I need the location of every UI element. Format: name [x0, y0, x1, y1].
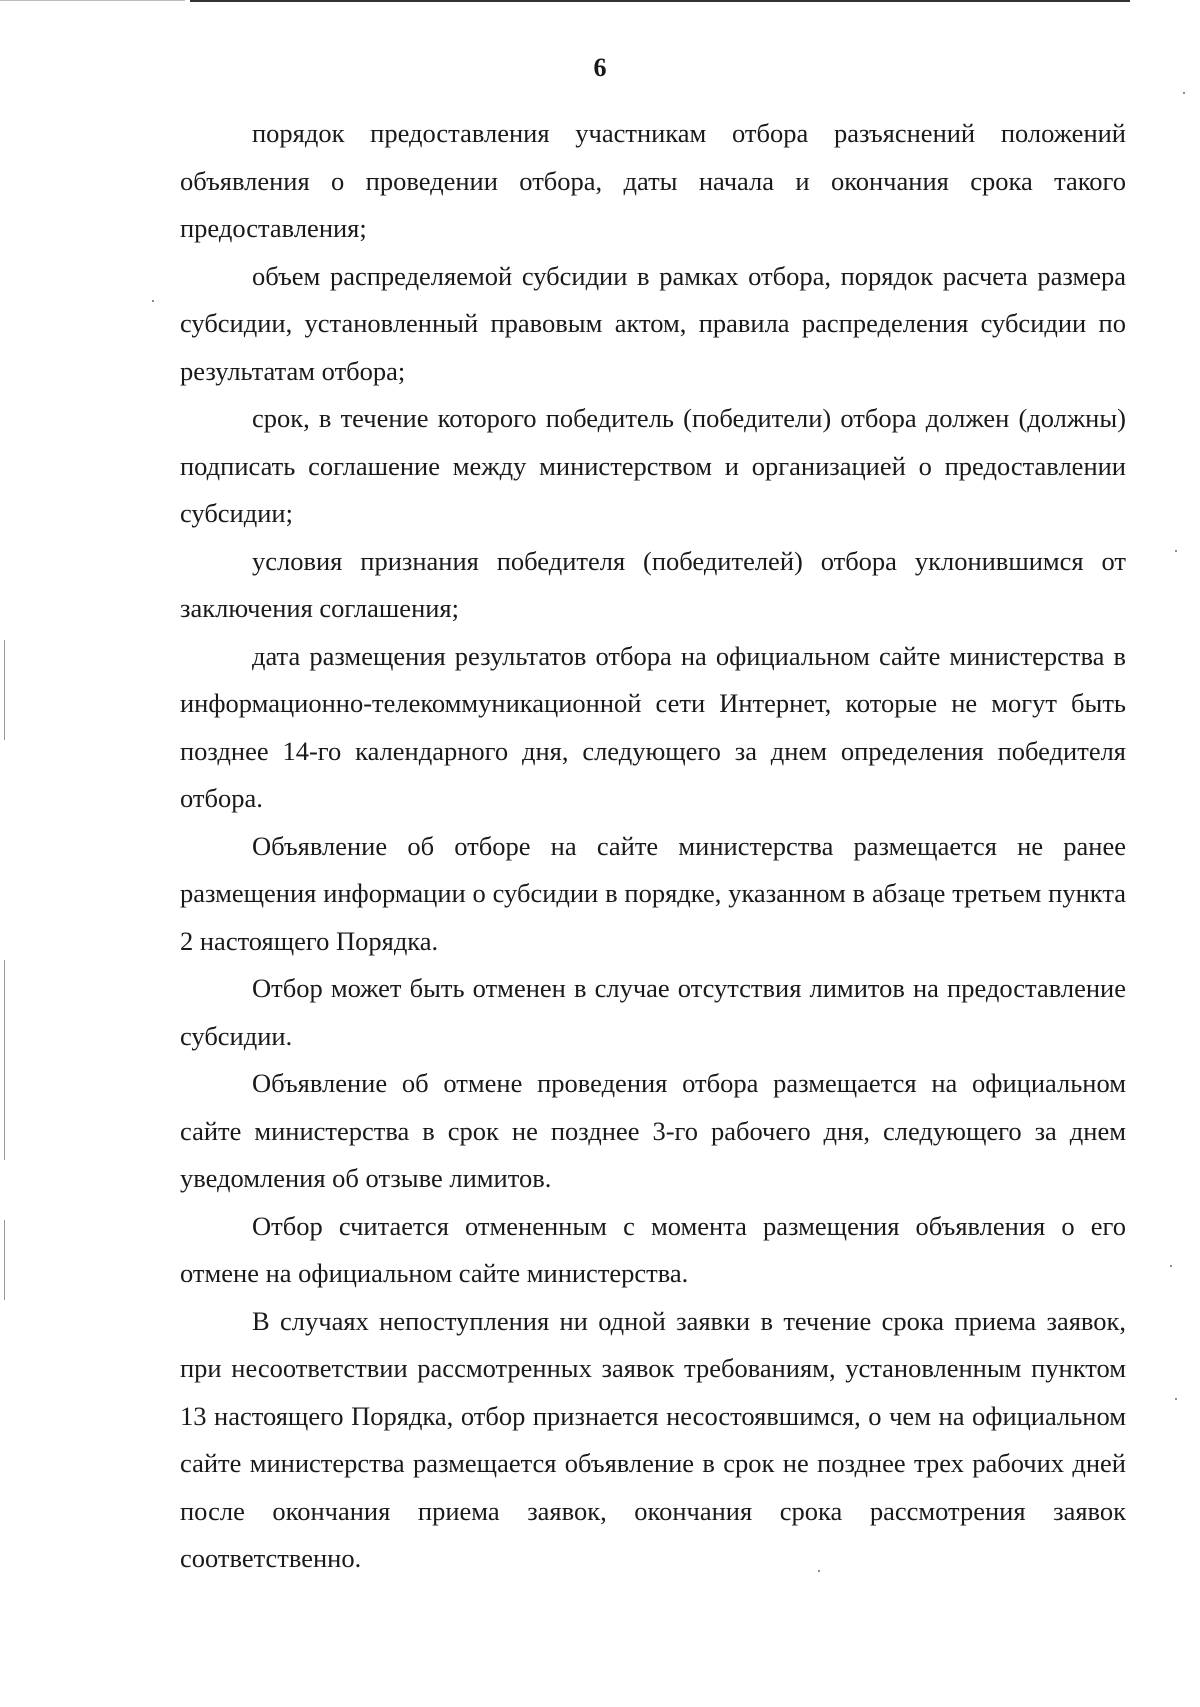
- paragraph: Отбор считается отмененным с момента размещения объявления о его отмене на официальном сайте министерства.: [180, 1210, 1126, 1288]
- scan-speck: [1175, 1398, 1177, 1400]
- paragraph: дата размещения результатов отбора на официальном сайте министерства в информационно-телекоммуникационной сети Интернет, которые не могут быть позднее 14-го календарного дня, следующего за днем определения победителя отбора.: [180, 640, 1126, 813]
- paragraph: срок, в течение которого победитель (победители) отбора должен (должны) подписать соглашение между министерством и организацией о предоставлении субсидии;: [180, 403, 1126, 528]
- scan-top-edge-left: [0, 0, 185, 1]
- paragraph: Объявление об отборе на сайте министерства размещается не ранее размещения информации о субсидии в порядке, указанном в абзаце третьем пункта 2 настоящего Порядка.: [180, 830, 1126, 956]
- scan-top-edge: [190, 0, 1130, 2]
- paragraph: объем распределяемой субсидии в рамках отбора, порядок расчета размера субсидии, установленный правовым актом, правила распределения субсидии по результатам отбора;: [180, 260, 1126, 386]
- scan-left-edge-mark: [4, 960, 5, 1160]
- paragraph: Отбор может быть отменен в случае отсутствия лимитов на предоставление субсидии.: [180, 973, 1126, 1051]
- scan-speck: [152, 300, 154, 302]
- paragraph: условия признания победителя (победителей) отбора уклонившимся от заключения соглашения;: [180, 545, 1126, 623]
- page-number: 6: [593, 53, 607, 82]
- document-body: [180, 110, 1126, 1583]
- scan-speck: [1183, 92, 1185, 94]
- scan-left-edge-mark: [4, 1220, 5, 1300]
- paragraph: Объявление об отмене проведения отбора размещается на официальном сайте министерства в срок не позднее 3-го рабочего дня, следующего за днем уведомления об отзыве лимитов.: [180, 1068, 1126, 1193]
- paragraph: В случаях непоступления ни одной заявки в течение срока приема заявок, при несоответствии рассмотренных заявок требованиям, установленным пунктом 13 настоящего Порядка, отбор признается несостоявшимся, о чем на официальном сайте министерства размещается объявление в срок не позднее трех рабочих дней после окончания приема заявок, окончания срока рассмотрения заявок соответственно.: [180, 1305, 1126, 1573]
- scan-speck: [1175, 550, 1177, 552]
- paragraph: порядок предоставления участникам отбора разъяснений положений объявления о проведении отбора, даты начала и окончания срока такого предоставления;: [180, 118, 1126, 243]
- scan-left-edge-mark: [4, 640, 5, 740]
- scan-speck: [1170, 1265, 1172, 1267]
